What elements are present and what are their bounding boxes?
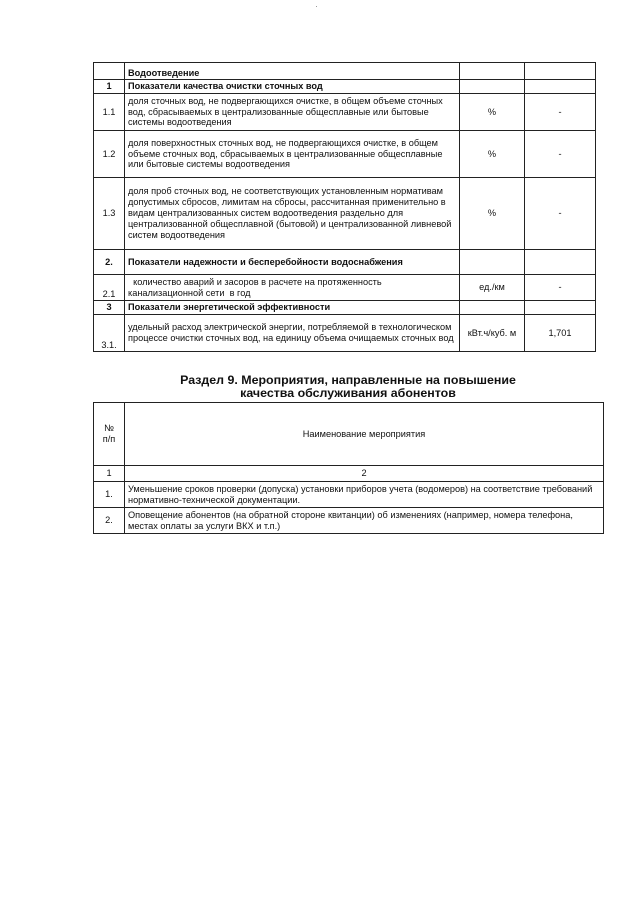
row-text: количество аварий и засоров в расчете на протяженность канализационной сети в год bbox=[125, 275, 460, 301]
row-value: - bbox=[525, 178, 596, 250]
row-unit bbox=[460, 80, 525, 94]
table-row bbox=[94, 178, 596, 250]
table-row bbox=[94, 315, 596, 352]
row-text: Оповещение абонентов (на обратной стороне квитанции) об изменениях (например, номера телефона, местах оплаты за услуги ВКХ и т.п.) bbox=[125, 508, 604, 534]
row-value: - bbox=[525, 131, 596, 178]
row-unit bbox=[460, 250, 525, 275]
section9-heading bbox=[93, 374, 603, 400]
table-row bbox=[94, 63, 596, 80]
table-row bbox=[94, 250, 596, 275]
indicators-table bbox=[93, 62, 596, 352]
row-number: 2.1 bbox=[94, 275, 125, 301]
row-number: 1.1 bbox=[94, 94, 125, 131]
row-unit: % bbox=[460, 131, 525, 178]
row-number: 1. bbox=[94, 482, 125, 508]
row-value: 1,701 bbox=[525, 315, 596, 352]
row-text: доля сточных вод, не подвергающихся очистке, в общем объеме сточных вод, сбрасываемых в централизованные общесплавные или бытовые системы водоотведения bbox=[125, 94, 460, 131]
row-unit: % bbox=[460, 178, 525, 250]
row-value bbox=[525, 250, 596, 275]
row-number: 1.2 bbox=[94, 131, 125, 178]
row-number: 3.1. bbox=[94, 315, 125, 352]
row-text: Уменьшение сроков проверки (допуска) установки приборов учета (водомеров) на соответствие требований нормативно-технической документации. bbox=[125, 482, 604, 508]
index-number: 1 bbox=[94, 466, 125, 482]
table-index-row bbox=[94, 466, 604, 482]
row-text: Показатели энергетической эффективности bbox=[125, 301, 460, 315]
row-number: 2. bbox=[94, 250, 125, 275]
table-row bbox=[94, 482, 604, 508]
row-number: 3 bbox=[94, 301, 125, 315]
table-row bbox=[94, 131, 596, 178]
table-row bbox=[94, 94, 596, 131]
table-row bbox=[94, 301, 596, 315]
header-number: № п/п bbox=[94, 403, 125, 466]
row-text: доля проб сточных вод, не соответствующих установленным нормативам допустимых сбросов, лимитам на сбросы, рассчитанная применительно в видам централизованных систем водоотведения раздельно для централизованной общесплавной (бытовой) и централизованной ливневой систем водоотведения bbox=[125, 178, 460, 250]
row-text: Водоотведение bbox=[125, 63, 460, 80]
header-name: Наименование мероприятия bbox=[125, 403, 604, 466]
measures-table bbox=[93, 402, 604, 534]
row-number bbox=[94, 63, 125, 80]
row-text: удельный расход электрической энергии, потребляемой в технологическом процессе очистки сточных вод, на единицу объема очищаемых сточных вод bbox=[125, 315, 460, 352]
row-number: 1 bbox=[94, 80, 125, 94]
row-unit: ед./км bbox=[460, 275, 525, 301]
row-number: 2. bbox=[94, 508, 125, 534]
row-unit bbox=[460, 301, 525, 315]
section9-title-line1: Раздел 9. Мероприятия, направленные на повышение bbox=[180, 373, 516, 387]
section9-title-line2: качества обслуживания абонентов bbox=[240, 386, 456, 400]
index-name: 2 bbox=[125, 466, 604, 482]
scan-speck bbox=[316, 6, 317, 7]
table-row bbox=[94, 508, 604, 534]
row-text: Показатели качества очистки сточных вод bbox=[125, 80, 460, 94]
row-unit bbox=[460, 63, 525, 80]
row-value bbox=[525, 63, 596, 80]
table-row bbox=[94, 80, 596, 94]
row-unit: кВт.ч/куб. м bbox=[460, 315, 525, 352]
table-row bbox=[94, 275, 596, 301]
row-number: 1.3 bbox=[94, 178, 125, 250]
row-value: - bbox=[525, 94, 596, 131]
row-value bbox=[525, 80, 596, 94]
table-header-row bbox=[94, 403, 604, 466]
row-text: Показатели надежности и бесперебойности водоснабжения bbox=[125, 250, 460, 275]
row-text: доля поверхностных сточных вод, не подвергающихся очистке, в общем объеме сточных вод, сбрасываемых в централизованные общесплавные или бытовые системы водоотведения bbox=[125, 131, 460, 178]
row-unit: % bbox=[460, 94, 525, 131]
row-value bbox=[525, 301, 596, 315]
row-value: - bbox=[525, 275, 596, 301]
